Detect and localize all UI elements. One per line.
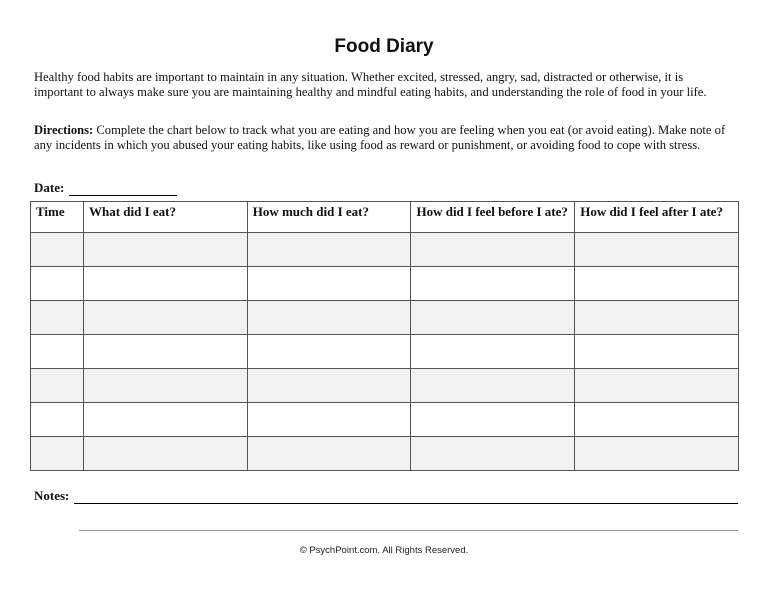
date-row bbox=[34, 176, 177, 196]
header-feel-before: How did I feel before I ate? bbox=[411, 202, 575, 233]
header-what-eat: What did I eat? bbox=[83, 202, 247, 233]
how-much-cell[interactable] bbox=[247, 403, 411, 437]
feel-before-cell[interactable] bbox=[411, 335, 575, 369]
how-much-cell[interactable] bbox=[247, 267, 411, 301]
table-row bbox=[31, 437, 739, 471]
time-cell[interactable] bbox=[31, 233, 84, 267]
time-cell[interactable] bbox=[31, 335, 84, 369]
table-row bbox=[31, 233, 739, 267]
feel-before-cell[interactable] bbox=[411, 301, 575, 335]
how-much-cell[interactable] bbox=[247, 437, 411, 471]
time-cell[interactable] bbox=[31, 301, 84, 335]
table-header-row bbox=[31, 202, 739, 233]
notes-field[interactable] bbox=[74, 489, 738, 504]
feel-before-cell[interactable] bbox=[411, 437, 575, 471]
what-eat-cell[interactable] bbox=[83, 335, 247, 369]
what-eat-cell[interactable] bbox=[83, 437, 247, 471]
feel-after-cell[interactable] bbox=[575, 301, 739, 335]
feel-after-cell[interactable] bbox=[575, 437, 739, 471]
what-eat-cell[interactable] bbox=[83, 233, 247, 267]
header-how-much: How much did I eat? bbox=[247, 202, 411, 233]
directions-paragraph bbox=[34, 123, 734, 153]
notes-label: Notes: bbox=[34, 488, 70, 503]
feel-before-cell[interactable] bbox=[411, 233, 575, 267]
what-eat-cell[interactable] bbox=[83, 369, 247, 403]
how-much-cell[interactable] bbox=[247, 335, 411, 369]
table-row bbox=[31, 403, 739, 437]
time-cell[interactable] bbox=[31, 437, 84, 471]
time-cell[interactable] bbox=[31, 267, 84, 301]
directions-text: Complete the chart below to track what you are eating and how you are feeling when you eat (or avoid eating). Make note of any incidents in which you abused your eating habits, like using food as reward or punishment, or avoiding food to cope with stress. bbox=[34, 123, 726, 152]
notes-row bbox=[34, 488, 738, 504]
feel-after-cell[interactable] bbox=[575, 233, 739, 267]
feel-after-cell[interactable] bbox=[575, 335, 739, 369]
feel-before-cell[interactable] bbox=[411, 267, 575, 301]
what-eat-cell[interactable] bbox=[83, 267, 247, 301]
table-row bbox=[31, 369, 739, 403]
table-row bbox=[31, 301, 739, 335]
time-cell[interactable] bbox=[31, 369, 84, 403]
page-title: Food Diary bbox=[334, 36, 434, 57]
feel-after-cell[interactable] bbox=[575, 267, 739, 301]
date-field[interactable] bbox=[69, 181, 177, 196]
table-row bbox=[31, 335, 739, 369]
footer-copyright: © PsychPoint.com. All Rights Reserved. bbox=[299, 545, 469, 556]
feel-after-cell[interactable] bbox=[575, 369, 739, 403]
table-row bbox=[31, 267, 739, 301]
how-much-cell[interactable] bbox=[247, 233, 411, 267]
notes-field-line-2[interactable] bbox=[79, 530, 738, 531]
feel-after-cell[interactable] bbox=[575, 403, 739, 437]
intro-paragraph: Healthy food habits are important to maintain in any situation. Whether excited, stressed, angry, sad, distracted or otherwise, it is important to always make sure you are maintaining healthy and mindful eating habits, and understanding the role of food in your life. bbox=[34, 70, 707, 99]
time-cell[interactable] bbox=[31, 403, 84, 437]
how-much-cell[interactable] bbox=[247, 301, 411, 335]
directions-label: Directions: bbox=[34, 123, 94, 137]
date-label: Date: bbox=[34, 180, 65, 195]
food-diary-table bbox=[30, 201, 739, 471]
feel-before-cell[interactable] bbox=[411, 403, 575, 437]
feel-before-cell[interactable] bbox=[411, 369, 575, 403]
header-time: Time bbox=[31, 202, 84, 233]
what-eat-cell[interactable] bbox=[83, 301, 247, 335]
how-much-cell[interactable] bbox=[247, 369, 411, 403]
what-eat-cell[interactable] bbox=[83, 403, 247, 437]
header-feel-after: How did I feel after I ate? bbox=[575, 202, 739, 233]
